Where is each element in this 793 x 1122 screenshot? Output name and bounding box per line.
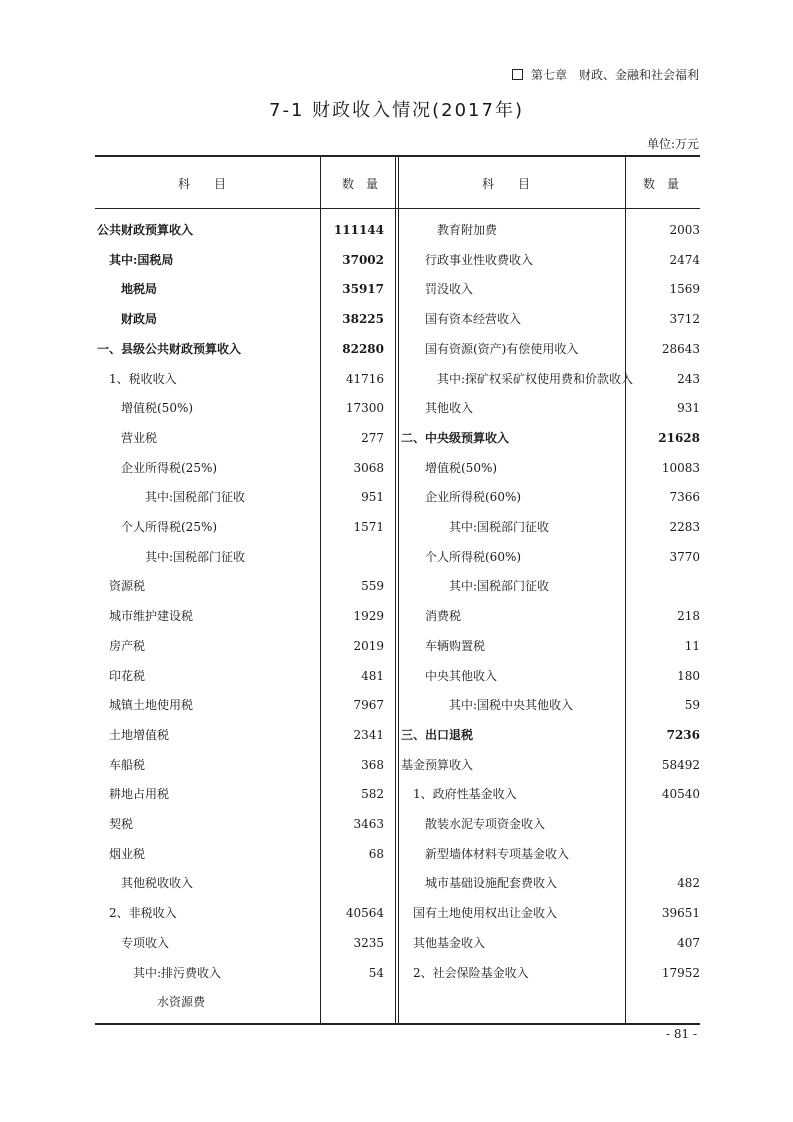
left-row-label: 公共财政预算收入 bbox=[97, 223, 194, 237]
left-row-value: 1929 bbox=[353, 609, 384, 623]
right-row-value: 2003 bbox=[669, 223, 700, 237]
left-row-value: 37002 bbox=[342, 253, 384, 267]
left-row-label: 水资源费 bbox=[157, 995, 206, 1009]
left-row-label: 营业税 bbox=[121, 431, 158, 445]
left-row-value: 17300 bbox=[345, 401, 384, 415]
right-row-value: 218 bbox=[677, 609, 700, 623]
left-row-label: 烟业税 bbox=[109, 847, 146, 861]
left-row-value: 582 bbox=[361, 787, 384, 801]
left-row-label: 房产税 bbox=[109, 639, 146, 653]
left-row-value: 1571 bbox=[353, 520, 384, 534]
right-row-label: 其他收入 bbox=[425, 401, 474, 415]
left-row-value: 82280 bbox=[342, 342, 384, 356]
right-row-label: 国有资本经营收入 bbox=[425, 312, 522, 326]
left-row-value: 3068 bbox=[353, 461, 384, 475]
right-row-value: 58492 bbox=[661, 758, 700, 772]
left-row-label: 其中:国税部门征收 bbox=[145, 490, 246, 504]
left-row-value: 481 bbox=[361, 669, 384, 683]
left-row-label: 其中:排污费收入 bbox=[133, 966, 222, 980]
right-row-value: 40540 bbox=[661, 787, 700, 801]
table-bottom-rule bbox=[95, 1023, 700, 1025]
right-row-value: 10083 bbox=[661, 461, 700, 475]
right-row-label: 个人所得税(60%) bbox=[425, 550, 522, 564]
right-row-label: 车辆购置税 bbox=[425, 639, 486, 653]
right-row-value: 28643 bbox=[661, 342, 700, 356]
left-row-label: 城镇土地使用税 bbox=[109, 698, 194, 712]
right-row-value: 2474 bbox=[669, 253, 700, 267]
right-row-value: 59 bbox=[684, 698, 700, 712]
right-row-label: 企业所得税(60%) bbox=[425, 490, 522, 504]
right-row-value: 482 bbox=[677, 876, 700, 890]
right-row-label: 增值税(50%) bbox=[425, 461, 498, 475]
right-row-value: 7236 bbox=[666, 728, 700, 742]
right-row-value: 243 bbox=[677, 372, 700, 386]
right-row-label: 其他基金收入 bbox=[413, 936, 486, 950]
right-row-label: 其中:国税部门征收 bbox=[449, 579, 550, 593]
left-row-label: 其他税收收入 bbox=[121, 876, 194, 890]
left-row-value: 7967 bbox=[353, 698, 384, 712]
column-header-subject-left: 科 目 bbox=[178, 177, 227, 191]
right-row-label: 其中:国税部门征收 bbox=[449, 520, 550, 534]
left-row-label: 增值税(50%) bbox=[121, 401, 194, 415]
right-row-value: 2283 bbox=[669, 520, 700, 534]
column-divider bbox=[320, 157, 321, 1023]
right-row-label: 散装水泥专项资金收入 bbox=[425, 817, 546, 831]
left-row-value: 277 bbox=[361, 431, 384, 445]
left-row-label: 财政局 bbox=[121, 312, 158, 326]
left-row-value: 559 bbox=[361, 579, 384, 593]
column-double-divider bbox=[395, 157, 399, 1023]
square-icon bbox=[512, 69, 523, 80]
left-row-value: 3463 bbox=[353, 817, 384, 831]
right-row-label: 其中:探矿权采矿权使用费和价款收入 bbox=[437, 372, 634, 386]
left-row-value: 3235 bbox=[353, 936, 384, 950]
right-row-value: 407 bbox=[677, 936, 700, 950]
left-row-label: 其中:国税部门征收 bbox=[145, 550, 246, 564]
right-row-label: 二、中央级预算收入 bbox=[401, 431, 510, 445]
left-row-value: 40564 bbox=[345, 906, 384, 920]
left-row-label: 个人所得税(25%) bbox=[121, 520, 218, 534]
page-title: 7-1 财政收入情况(2017年) bbox=[269, 100, 524, 121]
left-row-value: 2019 bbox=[353, 639, 384, 653]
column-divider bbox=[625, 157, 626, 1023]
left-row-value: 111144 bbox=[333, 223, 384, 237]
right-row-label: 基金预算收入 bbox=[401, 758, 474, 772]
left-row-value: 35917 bbox=[342, 282, 384, 296]
right-row-label: 新型墙体材料专项基金收入 bbox=[425, 847, 570, 861]
left-row-label: 地税局 bbox=[121, 282, 158, 296]
right-row-label: 城市基础设施配套费收入 bbox=[425, 876, 558, 890]
left-row-value: 68 bbox=[368, 847, 384, 861]
right-row-label: 国有资源(资产)有偿使用收入 bbox=[425, 342, 579, 356]
right-row-value: 931 bbox=[677, 401, 700, 415]
left-row-label: 企业所得税(25%) bbox=[121, 461, 218, 475]
left-row-value: 951 bbox=[361, 490, 384, 504]
page-number: - 81 - bbox=[665, 1027, 697, 1041]
right-row-label: 国有土地使用权出让金收入 bbox=[413, 906, 558, 920]
left-row-label: 资源税 bbox=[109, 579, 146, 593]
left-row-label: 其中:国税局 bbox=[109, 253, 174, 267]
right-row-value: 3770 bbox=[669, 550, 700, 564]
left-row-value: 368 bbox=[361, 758, 384, 772]
right-row-label: 教育附加费 bbox=[437, 223, 498, 237]
right-row-value: 21628 bbox=[658, 431, 700, 445]
right-row-value: 3712 bbox=[669, 312, 700, 326]
left-row-value: 38225 bbox=[342, 312, 384, 326]
right-row-value: 39651 bbox=[661, 906, 700, 920]
right-row-label: 行政事业性收费收入 bbox=[425, 253, 534, 267]
left-row-label: 土地增值税 bbox=[109, 728, 170, 742]
chapter-header-text: 第七章 财政、金融和社会福利 bbox=[530, 68, 699, 82]
left-row-label: 城市维护建设税 bbox=[109, 609, 194, 623]
right-row-value: 17952 bbox=[661, 966, 700, 980]
left-row-value: 41716 bbox=[345, 372, 384, 386]
right-row-label: 中央其他收入 bbox=[425, 669, 498, 683]
right-row-value: 180 bbox=[677, 669, 700, 683]
right-row-value: 11 bbox=[684, 639, 700, 653]
left-row-label: 耕地占用税 bbox=[109, 787, 170, 801]
right-row-label: 消费税 bbox=[425, 609, 462, 623]
left-row-label: 专项收入 bbox=[121, 936, 170, 950]
left-row-value: 2341 bbox=[353, 728, 384, 742]
right-row-value: 1569 bbox=[669, 282, 700, 296]
right-row-label: 其中:国税中央其他收入 bbox=[449, 698, 574, 712]
right-row-value: 7366 bbox=[669, 490, 700, 504]
left-row-label: 契税 bbox=[109, 817, 134, 831]
left-row-label: 2、非税收入 bbox=[109, 906, 177, 920]
chapter-header bbox=[512, 66, 699, 83]
right-row-label: 罚没收入 bbox=[425, 282, 474, 296]
left-row-value: 54 bbox=[368, 966, 384, 980]
left-row-label: 1、税收收入 bbox=[109, 372, 177, 386]
left-row-label: 一、县级公共财政预算收入 bbox=[97, 342, 242, 356]
right-row-label: 1、政府性基金收入 bbox=[413, 787, 517, 801]
column-header-quantity-left: 数 量 bbox=[342, 177, 379, 191]
right-row-label: 2、社会保险基金收入 bbox=[413, 966, 529, 980]
column-header-subject-right: 科 目 bbox=[482, 177, 531, 191]
left-row-label: 印花税 bbox=[109, 669, 146, 683]
unit-label: 单位:万元 bbox=[646, 137, 699, 151]
column-header-quantity-right: 数 量 bbox=[643, 177, 680, 191]
right-row-label: 三、出口退税 bbox=[401, 728, 474, 742]
left-row-label: 车船税 bbox=[109, 758, 146, 772]
